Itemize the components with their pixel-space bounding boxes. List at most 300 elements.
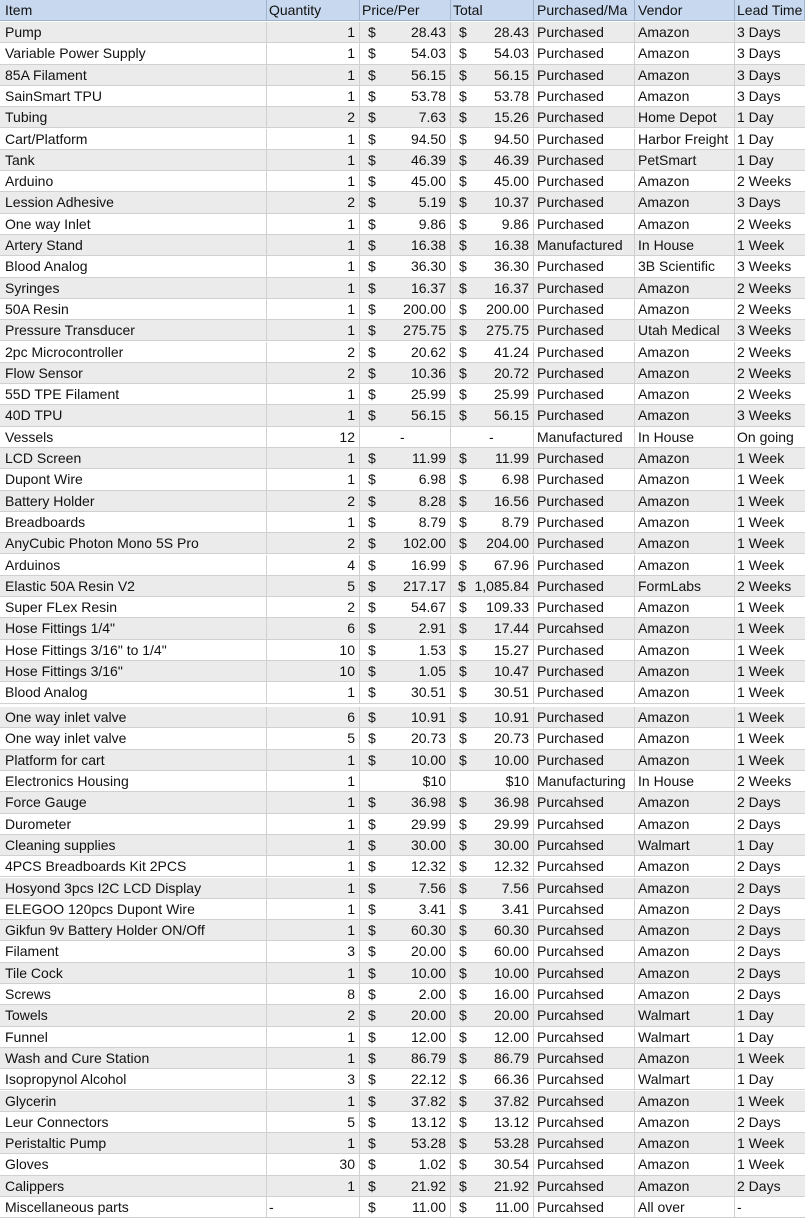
cell-price-per[interactable] (360, 835, 451, 855)
cell-price-per[interactable] (360, 640, 451, 660)
cell-status[interactable]: Purcahsed (534, 1048, 635, 1068)
header-quantity[interactable]: Quantity (267, 0, 360, 20)
cell-vendor[interactable]: Amazon (635, 1048, 735, 1068)
cell-price-per[interactable] (360, 192, 451, 212)
cell-item[interactable]: Gikfun 9v Battery Holder ON/Off (0, 920, 267, 940)
cell-lead-time[interactable]: 1 Week (737, 450, 785, 466)
cell-quantity[interactable]: 1 (267, 856, 360, 876)
cell-total[interactable] (451, 43, 534, 63)
cell-total[interactable] (451, 1048, 534, 1068)
cell-total[interactable] (451, 856, 534, 876)
cell-vendor[interactable]: Amazon (635, 512, 735, 532)
cell-vendor[interactable]: Amazon (635, 792, 735, 812)
cell-status[interactable]: Purcahsed (534, 1154, 635, 1174)
cell-quantity[interactable]: 1 (267, 22, 360, 42)
cell-price-per[interactable] (360, 1176, 451, 1196)
cell-total[interactable] (451, 512, 534, 532)
cell-vendor[interactable]: Walmart (635, 835, 735, 855)
cell-total[interactable] (451, 107, 534, 127)
header-vendor[interactable]: Vendor (635, 0, 735, 20)
cell-price-per[interactable] (360, 618, 451, 638)
cell-vendor[interactable]: Walmart (635, 1069, 735, 1089)
cell-item[interactable]: Peristaltic Pump (0, 1133, 267, 1153)
cell-total[interactable] (451, 941, 534, 961)
cell-status[interactable]: Purcahsed (534, 1176, 635, 1196)
cell-item[interactable]: Gloves (0, 1154, 267, 1174)
cell-vendor[interactable]: Walmart (635, 1005, 735, 1025)
cell-price-per[interactable] (360, 22, 451, 42)
cell-vendor[interactable]: Amazon (635, 171, 735, 191)
cell-item[interactable]: AnyCubic Photon Mono 5S Pro (0, 533, 267, 553)
cell-lead-time[interactable]: 1 Week (737, 535, 785, 552)
cell-vendor[interactable]: Amazon (635, 1176, 735, 1196)
cell-lead-time[interactable]: 2 Days (737, 879, 781, 896)
cell-lead-time[interactable]: 2 Weeks (737, 215, 792, 232)
cell-lead-time[interactable]: - (737, 1199, 742, 1215)
cell-item[interactable]: Cart/Platform (0, 129, 267, 149)
cell-status[interactable]: Purchased (534, 640, 635, 660)
cell-item[interactable]: Elastic 50A Resin V2 (0, 576, 267, 596)
cell-status[interactable]: Purchased (534, 22, 635, 42)
cell-status[interactable]: Purchased (534, 214, 635, 234)
cell-status[interactable]: Purcahsed (534, 1112, 635, 1132)
cell-lead-time[interactable]: 1 Week (737, 709, 785, 726)
cell-item[interactable]: Pressure Transducer (0, 320, 267, 340)
cell-quantity[interactable]: 1 (267, 963, 360, 983)
cell-total[interactable] (451, 661, 534, 681)
cell-quantity[interactable] (267, 1197, 360, 1217)
cell-vendor[interactable]: Amazon (635, 856, 735, 876)
cell-lead-time[interactable]: 3 Days (737, 194, 781, 211)
cell-status[interactable]: Purchased (534, 43, 635, 63)
cell-price-per[interactable] (360, 43, 451, 63)
cell-item[interactable]: ELEGOO 120pcs Dupont Wire (0, 899, 267, 919)
cell-vendor[interactable]: Amazon (635, 707, 735, 727)
cell-item[interactable]: Hose Fittings 1/4" (0, 618, 267, 638)
cell-quantity[interactable]: 10 (267, 640, 360, 660)
cell-total[interactable] (451, 771, 534, 791)
cell-lead-time[interactable]: 1 Week (737, 1156, 785, 1173)
cell-total[interactable] (451, 342, 534, 362)
cell-vendor[interactable]: Harbor Freight (635, 129, 735, 149)
cell-item[interactable]: Hosyond 3pcs I2C LCD Display (0, 878, 267, 898)
cell-status[interactable]: Purcahsed (534, 878, 635, 898)
cell-quantity[interactable]: 2 (267, 533, 360, 553)
cell-total[interactable] (451, 129, 534, 149)
cell-quantity[interactable]: 1 (267, 43, 360, 63)
cell-total[interactable] (451, 597, 534, 617)
cell-vendor[interactable]: 3B Scientific (635, 256, 735, 276)
cell-status[interactable]: Purchased (534, 192, 635, 212)
cell-quantity[interactable]: 5 (267, 1112, 360, 1132)
cell-status[interactable]: Purchased (534, 707, 635, 727)
cell-vendor[interactable]: Amazon (635, 640, 735, 660)
cell-price-per[interactable] (360, 555, 451, 575)
cell-quantity[interactable]: 10 (267, 661, 360, 681)
cell-quantity[interactable]: 1 (267, 1133, 360, 1153)
cell-price-per[interactable] (360, 235, 451, 255)
cell-price-per[interactable] (360, 1069, 451, 1089)
cell-item[interactable]: 40D TPU (0, 405, 267, 425)
cell-item[interactable]: Variable Power Supply (0, 43, 267, 63)
cell-lead-time[interactable]: 3 Days (737, 66, 781, 83)
cell-total[interactable] (451, 618, 534, 638)
cell-price-per[interactable] (360, 682, 451, 702)
cell-vendor[interactable]: Amazon (635, 661, 735, 681)
cell-total[interactable] (451, 22, 534, 42)
cell-item[interactable]: Platform for cart (0, 750, 267, 770)
cell-price-per[interactable] (360, 533, 451, 553)
cell-item[interactable]: Filament (0, 941, 267, 961)
cell-total[interactable] (451, 171, 534, 191)
cell-lead-time[interactable]: 2 Days (737, 943, 781, 960)
header-purchased-manufactured[interactable]: Purchased/Ma (534, 0, 635, 20)
cell-quantity[interactable]: 1 (267, 235, 360, 255)
cell-vendor[interactable]: Amazon (635, 533, 735, 553)
cell-price-per[interactable] (360, 405, 451, 425)
cell-quantity[interactable]: 8 (267, 984, 360, 1004)
cell-lead-time[interactable]: 2 Weeks (737, 386, 792, 403)
cell-vendor[interactable]: Amazon (635, 86, 735, 106)
cell-status[interactable]: Manufactured (534, 427, 635, 447)
cell-lead-time[interactable]: 1 Day (737, 109, 774, 126)
cell-status[interactable]: Purchased (534, 65, 635, 85)
cell-price-per[interactable] (360, 1005, 451, 1025)
cell-total[interactable] (451, 1176, 534, 1196)
cell-item[interactable]: Cleaning supplies (0, 835, 267, 855)
cell-total[interactable] (451, 256, 534, 276)
cell-lead-time[interactable]: 3 Days (737, 24, 781, 40)
cell-vendor[interactable]: Amazon (635, 618, 735, 638)
cell-item[interactable]: Tank (0, 150, 267, 170)
cell-price-per[interactable] (360, 448, 451, 468)
cell-vendor[interactable]: All over (635, 1197, 735, 1217)
cell-price-per[interactable] (360, 814, 451, 834)
cell-price-per[interactable] (360, 491, 451, 511)
cell-quantity[interactable]: 12 (267, 427, 360, 447)
cell-quantity[interactable]: 1 (267, 1091, 360, 1111)
cell-price-per[interactable] (360, 984, 451, 1004)
cell-status[interactable]: Purcahsed (534, 1005, 635, 1025)
cell-item[interactable]: Arduinos (0, 555, 267, 575)
header-item[interactable]: Item (0, 0, 267, 20)
cell-lead-time[interactable]: 1 Week (737, 513, 785, 530)
cell-item[interactable]: One way Inlet (0, 214, 267, 234)
cell-item[interactable]: Screws (0, 984, 267, 1004)
cell-lead-time[interactable]: 1 Week (737, 1049, 785, 1066)
cell-lead-time[interactable]: 1 Day (737, 1028, 774, 1045)
cell-price-per[interactable] (360, 1091, 451, 1111)
cell-vendor[interactable]: Amazon (635, 878, 735, 898)
cell-total[interactable] (451, 1027, 534, 1047)
cell-vendor[interactable]: Amazon (635, 682, 735, 702)
cell-price-per[interactable] (360, 597, 451, 617)
cell-vendor[interactable]: Amazon (635, 597, 735, 617)
cell-item[interactable]: Artery Stand (0, 235, 267, 255)
cell-lead-time[interactable]: 2 Weeks (737, 364, 792, 381)
cell-total[interactable] (451, 1112, 534, 1132)
cell-status[interactable]: Purcahsed (534, 1027, 635, 1047)
cell-price-per[interactable] (360, 941, 451, 961)
cell-item[interactable]: Electronics Housing (0, 771, 267, 791)
cell-status[interactable]: Purcahsed (534, 814, 635, 834)
cell-status[interactable]: Purchased (534, 363, 635, 383)
header-price-per[interactable]: Price/Per (360, 0, 451, 20)
cell-vendor[interactable]: Utah Medical (635, 320, 735, 340)
cell-price-per[interactable] (360, 661, 451, 681)
cell-price-per[interactable] (360, 171, 451, 191)
cell-vendor[interactable]: Amazon (635, 814, 735, 834)
cell-quantity[interactable]: 1 (267, 65, 360, 85)
cell-item[interactable]: SainSmart TPU (0, 86, 267, 106)
cell-quantity[interactable]: 2 (267, 491, 360, 511)
cell-total[interactable] (451, 899, 534, 919)
cell-item[interactable]: 4PCS Breadboards Kit 2PCS (0, 856, 267, 876)
cell-lead-time[interactable]: 1 Week (737, 751, 785, 768)
cell-quantity[interactable]: 1 (267, 448, 360, 468)
cell-vendor[interactable]: Walmart (635, 1027, 735, 1047)
cell-vendor[interactable]: Amazon (635, 278, 735, 298)
cell-price-per[interactable] (360, 771, 451, 791)
cell-lead-time[interactable]: 1 Week (737, 599, 785, 616)
cell-vendor[interactable]: Amazon (635, 1133, 735, 1153)
cell-lead-time[interactable]: 2 Days (737, 815, 781, 832)
cell-status[interactable]: Purchased (534, 728, 635, 748)
cell-quantity[interactable]: 6 (267, 707, 360, 727)
cell-price-per[interactable] (360, 150, 451, 170)
cell-item[interactable]: 2pc Microcontroller (0, 342, 267, 362)
cell-price-per[interactable] (360, 129, 451, 149)
cell-status[interactable]: Purcahsed (534, 1133, 635, 1153)
cell-status[interactable]: Purchased (534, 129, 635, 149)
cell-vendor[interactable]: Amazon (635, 342, 735, 362)
cell-item[interactable]: Tubing (0, 107, 267, 127)
cell-quantity[interactable]: 3 (267, 1069, 360, 1089)
cell-quantity[interactable]: 1 (267, 920, 360, 940)
cell-status[interactable]: Purchased (534, 150, 635, 170)
cell-lead-time[interactable]: 1 Day (737, 1007, 774, 1024)
cell-item[interactable]: Vessels (0, 427, 267, 447)
cell-price-per[interactable] (360, 1027, 451, 1047)
cell-status[interactable]: Purcahsed (534, 1091, 635, 1111)
cell-total[interactable] (451, 555, 534, 575)
cell-lead-time[interactable]: 3 Weeks (737, 407, 792, 424)
cell-lead-time[interactable]: 2 Days (737, 1177, 781, 1194)
cell-price-per[interactable] (360, 1154, 451, 1174)
cell-price-per[interactable] (360, 728, 451, 748)
cell-status[interactable]: Purcahsed (534, 920, 635, 940)
cell-price-per[interactable] (360, 750, 451, 770)
cell-item[interactable]: Hose Fittings 3/16" (0, 661, 267, 681)
cell-status[interactable]: Purcahsed (534, 856, 635, 876)
cell-lead-time[interactable]: 2 Weeks (737, 577, 792, 594)
cell-item[interactable]: LCD Screen (0, 448, 267, 468)
cell-lead-time[interactable]: 3 Weeks (737, 258, 792, 275)
cell-quantity[interactable]: 1 (267, 129, 360, 149)
cell-total[interactable] (451, 1091, 534, 1111)
cell-item[interactable]: Blood Analog (0, 682, 267, 702)
cell-lead-time[interactable]: 3 Weeks (737, 322, 792, 339)
cell-status[interactable]: Purchased (534, 342, 635, 362)
cell-status[interactable]: Purchased (534, 320, 635, 340)
cell-quantity[interactable]: 1 (267, 150, 360, 170)
cell-status[interactable]: Purcahsed (534, 984, 635, 1004)
cell-status[interactable]: Purcahsed (534, 792, 635, 812)
cell-quantity[interactable]: 3 (267, 941, 360, 961)
cell-lead-time[interactable]: 3 Days (737, 45, 781, 62)
cell-vendor[interactable]: In House (635, 771, 735, 791)
cell-status[interactable]: Manufacturing (534, 771, 635, 791)
cell-lead-time[interactable]: 1 Week (737, 556, 785, 573)
cell-price-per[interactable] (360, 1048, 451, 1068)
cell-price-per[interactable] (360, 963, 451, 983)
cell-total[interactable] (451, 576, 534, 596)
cell-vendor[interactable]: Amazon (635, 1112, 735, 1132)
cell-price-per[interactable] (360, 256, 451, 276)
cell-total[interactable] (451, 384, 534, 404)
cell-lead-time[interactable]: 2 Days (737, 964, 781, 981)
cell-lead-time[interactable]: 1 Week (737, 492, 785, 509)
cell-item[interactable]: Towels (0, 1005, 267, 1025)
header-total[interactable]: Total (451, 0, 534, 20)
cell-status[interactable]: Purchased (534, 469, 635, 489)
cell-status[interactable]: Purchased (534, 512, 635, 532)
cell-vendor[interactable]: Amazon (635, 214, 735, 234)
cell-vendor[interactable]: Amazon (635, 491, 735, 511)
cell-lead-time[interactable]: 2 Days (737, 922, 781, 939)
cell-vendor[interactable]: Home Depot (635, 107, 735, 127)
cell-quantity[interactable]: 6 (267, 618, 360, 638)
cell-total[interactable] (451, 235, 534, 255)
cell-item[interactable]: One way inlet valve (0, 728, 267, 748)
cell-status[interactable]: Purchased (534, 278, 635, 298)
cell-total[interactable] (451, 150, 534, 170)
cell-quantity[interactable]: 1 (267, 682, 360, 702)
cell-lead-time[interactable]: 2 Weeks (737, 300, 792, 317)
cell-quantity[interactable]: 2 (267, 597, 360, 617)
cell-item[interactable]: Lession Adhesive (0, 192, 267, 212)
cell-price-per[interactable] (360, 107, 451, 127)
cell-quantity[interactable]: 2 (267, 363, 360, 383)
cell-total[interactable] (451, 750, 534, 770)
cell-vendor[interactable]: Amazon (635, 65, 735, 85)
cell-price-per[interactable] (360, 278, 451, 298)
cell-item[interactable]: 55D TPE Filament (0, 384, 267, 404)
cell-lead-time[interactable]: 2 Weeks (737, 343, 792, 360)
cell-lead-time[interactable]: 1 Week (737, 1135, 785, 1152)
cell-item[interactable]: Calippers (0, 1176, 267, 1196)
cell-vendor[interactable]: Amazon (635, 750, 735, 770)
cell-status[interactable]: Purcahsed (534, 1069, 635, 1089)
cell-lead-time[interactable]: 3 Days (737, 87, 781, 104)
cell-item[interactable]: Arduino (0, 171, 267, 191)
cell-price-per[interactable] (360, 65, 451, 85)
cell-price-per[interactable] (360, 1133, 451, 1153)
cell-total[interactable] (451, 448, 534, 468)
cell-vendor[interactable]: Amazon (635, 1091, 735, 1111)
cell-status[interactable]: Purchased (534, 682, 635, 702)
cell-lead-time[interactable]: 2 Days (737, 858, 781, 875)
cell-total[interactable] (451, 299, 534, 319)
cell-price-per[interactable] (360, 299, 451, 319)
cell-price-per[interactable] (360, 512, 451, 532)
cell-quantity[interactable]: 5 (267, 728, 360, 748)
cell-total[interactable] (451, 491, 534, 511)
cell-vendor[interactable]: In House (635, 427, 735, 447)
cell-quantity[interactable]: 1 (267, 750, 360, 770)
cell-vendor[interactable]: Amazon (635, 899, 735, 919)
cell-total[interactable] (451, 963, 534, 983)
cell-quantity[interactable]: 1 (267, 878, 360, 898)
cell-total[interactable] (451, 920, 534, 940)
cell-vendor[interactable]: Amazon (635, 728, 735, 748)
cell-status[interactable]: Purcahsed (534, 1197, 635, 1217)
cell-quantity[interactable]: 1 (267, 214, 360, 234)
cell-status[interactable]: Purchased (534, 107, 635, 127)
cell-vendor[interactable]: Amazon (635, 43, 735, 63)
cell-quantity[interactable]: 1 (267, 86, 360, 106)
cell-quantity[interactable]: 1 (267, 320, 360, 340)
cell-item[interactable]: One way inlet valve (0, 707, 267, 727)
cell-lead-time[interactable]: 2 Days (737, 794, 781, 811)
cell-price-per[interactable] (360, 363, 451, 383)
cell-total[interactable] (451, 363, 534, 383)
cell-status[interactable]: Purcahsed (534, 899, 635, 919)
cell-lead-time[interactable]: 1 Week (737, 471, 785, 488)
cell-total[interactable] (451, 1133, 534, 1153)
cell-price-per[interactable] (360, 792, 451, 812)
cell-total[interactable] (451, 86, 534, 106)
cell-status[interactable]: Purcahsed (534, 963, 635, 983)
cell-total[interactable] (451, 278, 534, 298)
cell-item[interactable]: Miscellaneous parts (0, 1197, 267, 1217)
cell-item[interactable]: 50A Resin (0, 299, 267, 319)
cell-item[interactable]: Super FLex Resin (0, 597, 267, 617)
cell-quantity[interactable]: 30 (267, 1154, 360, 1174)
cell-quantity[interactable]: 1 (267, 1027, 360, 1047)
cell-total[interactable] (451, 405, 534, 425)
cell-lead-time[interactable]: 1 Week (737, 663, 785, 679)
cell-status[interactable]: Purchased (534, 384, 635, 404)
cell-total[interactable] (451, 469, 534, 489)
cell-status[interactable]: Purchased (534, 256, 635, 276)
cell-vendor[interactable]: PetSmart (635, 150, 735, 170)
cell-status[interactable]: Purcahsed (534, 618, 635, 638)
cell-price-per[interactable] (360, 576, 451, 596)
cell-total[interactable] (451, 814, 534, 834)
cell-vendor[interactable]: In House (635, 235, 735, 255)
cell-lead-time[interactable]: 2 Weeks (737, 773, 792, 789)
cell-item[interactable]: Pump (0, 22, 267, 42)
cell-price-per[interactable] (360, 1112, 451, 1132)
cell-item[interactable]: Wash and Cure Station (0, 1048, 267, 1068)
cell-vendor[interactable]: Amazon (635, 192, 735, 212)
cell-lead-time[interactable]: 1 Week (737, 641, 785, 658)
cell-item[interactable]: Force Gauge (0, 792, 267, 812)
cell-price-per[interactable] (360, 86, 451, 106)
cell-status[interactable]: Purchased (534, 597, 635, 617)
cell-price-per[interactable] (360, 427, 451, 447)
cell-lead-time[interactable]: 1 Week (737, 237, 785, 253)
cell-vendor[interactable]: Amazon (635, 22, 735, 42)
cell-total[interactable] (451, 878, 534, 898)
cell-total[interactable] (451, 320, 534, 340)
cell-lead-time[interactable]: 1 Day (737, 151, 774, 168)
cell-quantity[interactable]: 1 (267, 384, 360, 404)
cell-total[interactable] (451, 835, 534, 855)
cell-quantity[interactable]: 1 (267, 1176, 360, 1196)
cell-total[interactable] (451, 65, 534, 85)
